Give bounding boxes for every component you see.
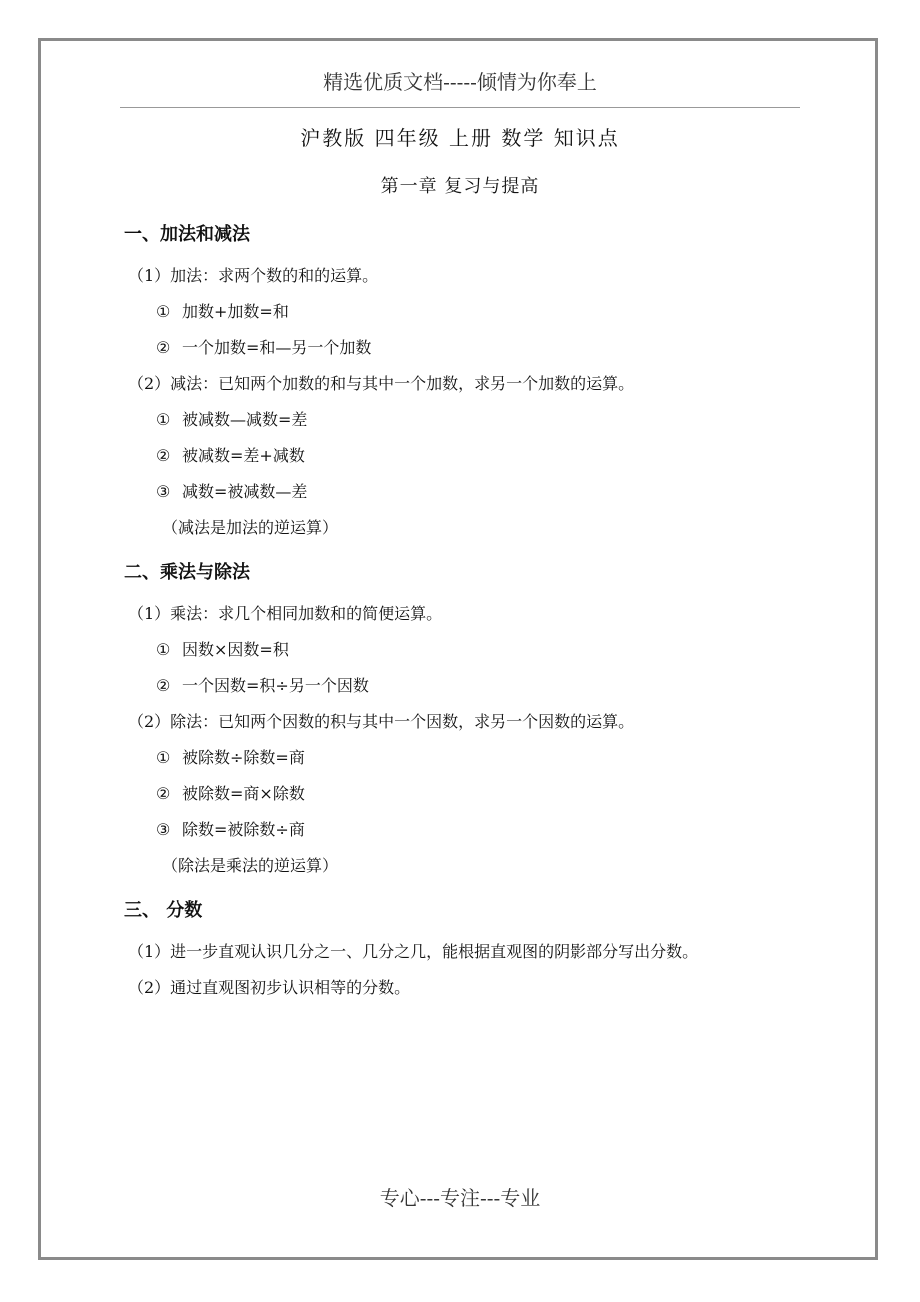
fraction-point-2: （2）通过直观图初步认识相等的分数。 [128, 978, 411, 997]
formula-text: 加数+加数=和 [182, 302, 289, 321]
formula-text: 被除数÷除数=商 [182, 748, 305, 767]
formula-number: ③ [156, 820, 171, 839]
formula-item [156, 745, 305, 768]
formula-item [156, 781, 305, 804]
formula-text: 被减数—减数=差 [182, 410, 308, 429]
section-heading-multiplication-division: 二、乘法与除法 [124, 562, 250, 583]
page-header: 精选优质文档-----倾情为你奉上 [323, 70, 597, 94]
chapter-title: 第一章 复习与提高 [380, 176, 540, 197]
formula-number: ② [156, 676, 171, 695]
section-heading-addition-subtraction: 一、加法和减法 [124, 224, 250, 245]
formula-text: 被除数=商×除数 [182, 784, 305, 803]
note-inverse-subtraction: （减法是加法的逆运算） [162, 518, 339, 537]
formula-number: ① [156, 302, 171, 321]
formula-item [156, 673, 369, 696]
formula-item [156, 637, 289, 660]
formula-number: ② [156, 338, 171, 357]
formula-item [156, 479, 307, 502]
page-footer: 专心---专注---专业 [379, 1186, 541, 1210]
formula-item [156, 299, 289, 322]
definition-division: （2）除法：已知两个因数的积与其中一个因数，求另一个因数的运算。 [128, 712, 635, 731]
formula-number: ② [156, 446, 171, 465]
formula-item [156, 335, 371, 358]
definition-subtraction: （2）减法：已知两个加数的和与其中一个加数，求另一个加数的运算。 [128, 374, 635, 393]
formula-item [156, 443, 305, 466]
formula-number: ② [156, 784, 171, 803]
document-title: 沪教版 四年级 上册 数学 知识点 [300, 126, 620, 150]
fraction-point-1: （1）进一步直观认识几分之一、几分之几，能根据直观图的阴影部分写出分数。 [128, 942, 699, 961]
formula-text: 一个加数=和—另一个加数 [182, 338, 372, 357]
formula-number: ① [156, 410, 171, 429]
formula-number: ① [156, 748, 171, 767]
header-divider [120, 107, 800, 108]
formula-item [156, 817, 305, 840]
formula-text: 减数=被减数—差 [182, 482, 308, 501]
note-inverse-division: （除法是乘法的逆运算） [162, 856, 339, 875]
formula-item [156, 407, 307, 430]
formula-number: ③ [156, 482, 171, 501]
formula-text: 因数×因数=积 [182, 640, 289, 659]
definition-addition: （1）加法：求两个数的和的运算。 [128, 266, 379, 285]
formula-text: 一个因数=积÷另一个因数 [182, 676, 369, 695]
formula-number: ① [156, 640, 171, 659]
section-heading-fractions: 三、 分数 [124, 900, 203, 921]
definition-multiplication: （1）乘法：求几个相同加数和的简便运算。 [128, 604, 443, 623]
formula-text: 除数=被除数÷商 [182, 820, 305, 839]
formula-text: 被减数=差+减数 [182, 446, 305, 465]
